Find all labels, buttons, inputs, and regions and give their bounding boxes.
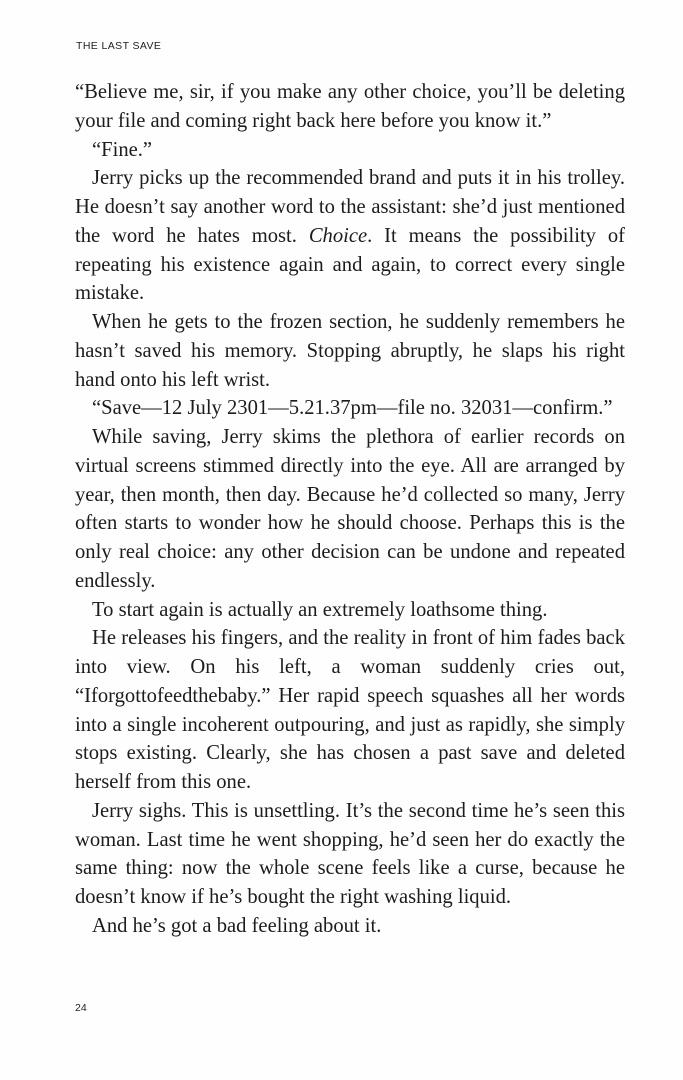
paragraph xyxy=(75,308,625,394)
italic-text: Choice xyxy=(308,224,368,247)
paragraph xyxy=(75,136,625,165)
paragraph-text: “Fine.” xyxy=(92,138,153,161)
paragraph-text: “Believe me, sir, if you make any other choice, you’ll be deleting your file and coming right back here before you know it.” xyxy=(75,81,625,132)
paragraph-text: Jerry picks up the recommended brand and puts it in his trolley. He doesn’t say another word to the assistant: she’d just mentioned the word he hates most. xyxy=(75,167,625,247)
paragraph xyxy=(75,797,625,912)
paragraph xyxy=(75,912,625,941)
paragraph-text: He releases his fingers, and the reality in front of him fades back into view. On his left, a woman suddenly cries out, “Iforgottofeedthebaby.” Her rapid speech squashes all her words into a single incoherent outpouring, and just as rapidly, she simply stops existing. Clearly, she has chosen a past save and deleted herself from this one. xyxy=(75,627,625,793)
paragraph xyxy=(75,624,625,797)
paragraph-text: Jerry sighs. This is unsettling. It’s the second time he’s seen this woman. Last time he went shopping, he’d seen her do exactly the same thing: now the whole scene feels like a curse, because he doesn’t know if he’s bought the right washing liquid. xyxy=(75,799,625,908)
paragraph-text: While saving, Jerry skims the plethora of earlier records on virtual screens stimmed directly into the eye. All are arranged by year, then month, then day. Because he’d collected so many, Jerry often starts to wonder how he should choose. Perhaps this is the only real choice: any other decision can be undone and repeated endlessly. xyxy=(75,426,625,592)
paragraph xyxy=(75,164,625,308)
paragraph xyxy=(75,423,625,596)
paragraph-text: When he gets to the frozen section, he suddenly remembers he hasn’t saved his memory. Stopping abruptly, he slaps his right hand onto his left wrist. xyxy=(75,311,625,391)
running-head: THE LAST SAVE xyxy=(76,40,162,52)
paragraph-text: . It means the possibility of repeating his existence again and again, to correct every single mistake. xyxy=(75,224,625,305)
paragraph xyxy=(75,394,625,423)
paragraph xyxy=(75,78,625,136)
paragraph-text: “Save—12 July 2301—5.21.37pm—file no. 32031—confirm.” xyxy=(92,397,613,420)
paragraph xyxy=(75,596,625,625)
body-text xyxy=(75,78,625,941)
page-number: 24 xyxy=(75,1002,87,1014)
paragraph-text: And he’s got a bad feeling about it. xyxy=(92,914,382,937)
paragraph-text: To start again is actually an extremely loathsome thing. xyxy=(92,598,548,621)
